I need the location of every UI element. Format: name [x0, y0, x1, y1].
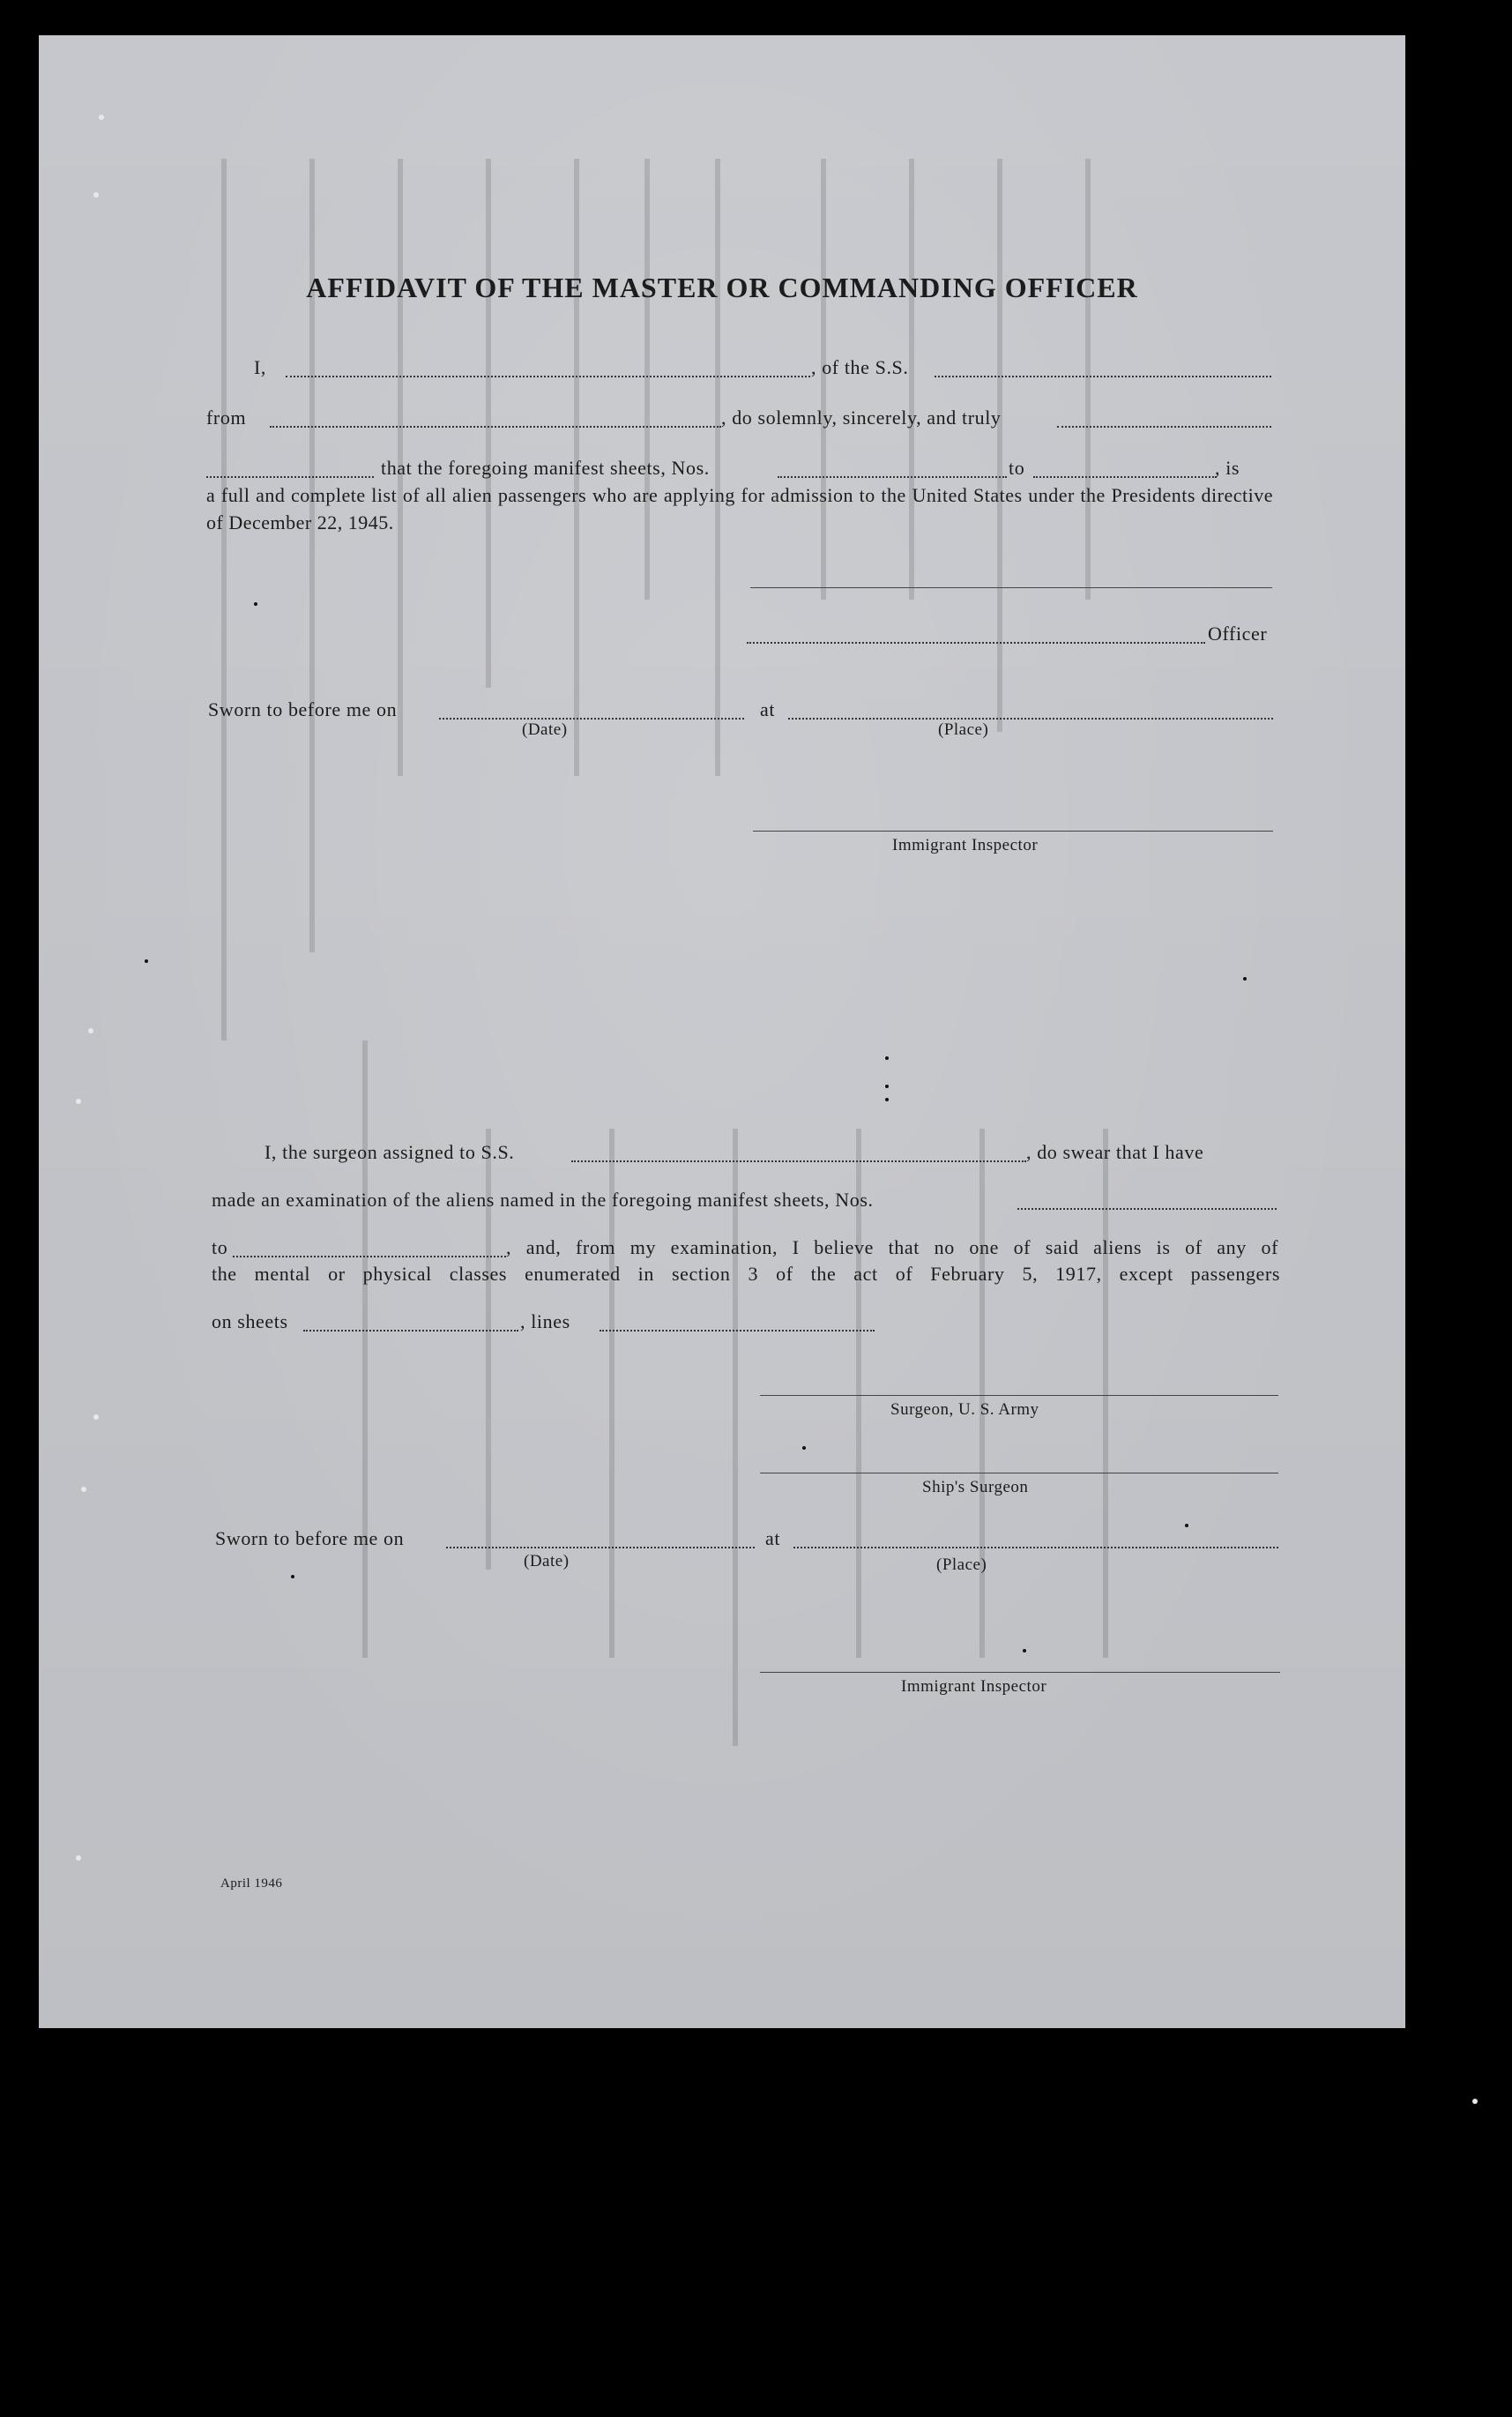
sheets-to-field[interactable] [1033, 476, 1217, 478]
master-ss-label: , of the S.S. [811, 356, 909, 378]
surgeon-sworn-place-field[interactable] [793, 1547, 1278, 1548]
document-title: AFFIDAVIT OF THE MASTER OR COMMANDING OFFICER [306, 272, 1138, 303]
surgeon-sworn-label: Sworn to before me on [215, 1527, 405, 1549]
scan-speck [1185, 1524, 1188, 1527]
master-sworn-date-field[interactable] [439, 718, 744, 720]
form-date: April 1946 [220, 1876, 283, 1891]
margin-speck [93, 1414, 99, 1420]
ship-name-field[interactable] [935, 376, 1271, 377]
exception-sheets-field[interactable] [303, 1330, 518, 1332]
sheets-from-field[interactable] [778, 476, 1007, 478]
surgeon-intro-label: I, the surgeon assigned to S.S. [264, 1141, 515, 1163]
master-to-label: to [1009, 457, 1025, 479]
master-solemn-label: , do solemnly, sincerely, and truly [721, 407, 1002, 429]
master-from-label: from [206, 407, 247, 429]
surgeon-classes-text: the mental or physical classes enumerated in section 3 of the act of February 5, 1917, except passengers [212, 1263, 1280, 1285]
master-date-caption: (Date) [522, 720, 568, 739]
surgeon-lines-label: , lines [520, 1310, 570, 1332]
margin-speck [81, 1487, 86, 1492]
master-at-label: at [760, 698, 776, 720]
officer-signature-field[interactable] [747, 642, 1205, 644]
margin-speck [88, 1028, 93, 1033]
surgeon-sworn-date-field[interactable] [446, 1547, 755, 1548]
port-from-field[interactable] [270, 426, 721, 428]
master-i-label: I, [254, 356, 267, 378]
margin-speck [93, 192, 99, 198]
surgeon-sheets-from-field[interactable] [1017, 1208, 1277, 1210]
surgeon-ship-field[interactable] [571, 1160, 1026, 1162]
oath-word-field-2[interactable] [206, 476, 374, 478]
master-inspector-signature-line[interactable] [753, 831, 1273, 832]
margin-speck [76, 1855, 81, 1861]
scan-speck [291, 1575, 294, 1578]
master-is-label: , is [1215, 457, 1240, 479]
army-surgeon-label: Surgeon, U. S. Army [890, 1400, 1039, 1419]
surgeon-belief-text: , and, from my examination, I believe that no one of said aliens is of any of [506, 1236, 1278, 1258]
surgeon-inspector-label: Immigrant Inspector [901, 1677, 1047, 1696]
master-sheets-label: that the foregoing manifest sheets, Nos. [381, 457, 710, 479]
scan-speck [145, 959, 148, 963]
signature-line-1[interactable] [750, 587, 1272, 588]
master-place-caption: (Place) [938, 720, 989, 739]
document-page [39, 35, 1405, 2028]
surgeon-examination-label: made an examination of the aliens named in the foregoing manifest sheets, Nos. [212, 1189, 874, 1211]
master-declaration: a full and complete list of all alien passengers who are applying for admission to the United States under the Presidents directive of December 22, 1945. [206, 484, 1273, 533]
ships-surgeon-label: Ship's Surgeon [922, 1478, 1029, 1496]
margin-speck [76, 1099, 81, 1104]
surgeon-swear-label: , do swear that I have [1026, 1141, 1204, 1163]
surgeon-to-label: to [212, 1236, 228, 1258]
master-inspector-label: Immigrant Inspector [892, 836, 1039, 854]
scan-speck [254, 602, 257, 606]
master-sworn-label: Sworn to before me on [208, 698, 398, 720]
scan-speck [1023, 1649, 1026, 1652]
surgeon-place-caption: (Place) [936, 1555, 987, 1574]
scan-speck [1243, 977, 1247, 981]
scan-speck [885, 1098, 889, 1101]
margin-speck [1472, 2099, 1478, 2104]
margin-speck [99, 115, 104, 120]
army-surgeon-signature-line[interactable] [760, 1395, 1278, 1396]
master-name-field[interactable] [286, 376, 810, 377]
scan-speck [885, 1056, 889, 1060]
surgeon-sheets-label: on sheets [212, 1310, 288, 1332]
surgeon-inspector-signature-line[interactable] [760, 1672, 1280, 1673]
surgeon-sheets-to-field[interactable] [233, 1256, 506, 1257]
officer-label: Officer [1208, 623, 1268, 645]
surgeon-at-label: at [765, 1527, 781, 1549]
surgeon-date-caption: (Date) [524, 1552, 570, 1570]
oath-word-field-1[interactable] [1057, 426, 1271, 428]
scan-speck [885, 1085, 889, 1088]
exception-lines-field[interactable] [600, 1330, 875, 1332]
master-sworn-place-field[interactable] [788, 718, 1273, 720]
scan-speck [802, 1446, 806, 1450]
